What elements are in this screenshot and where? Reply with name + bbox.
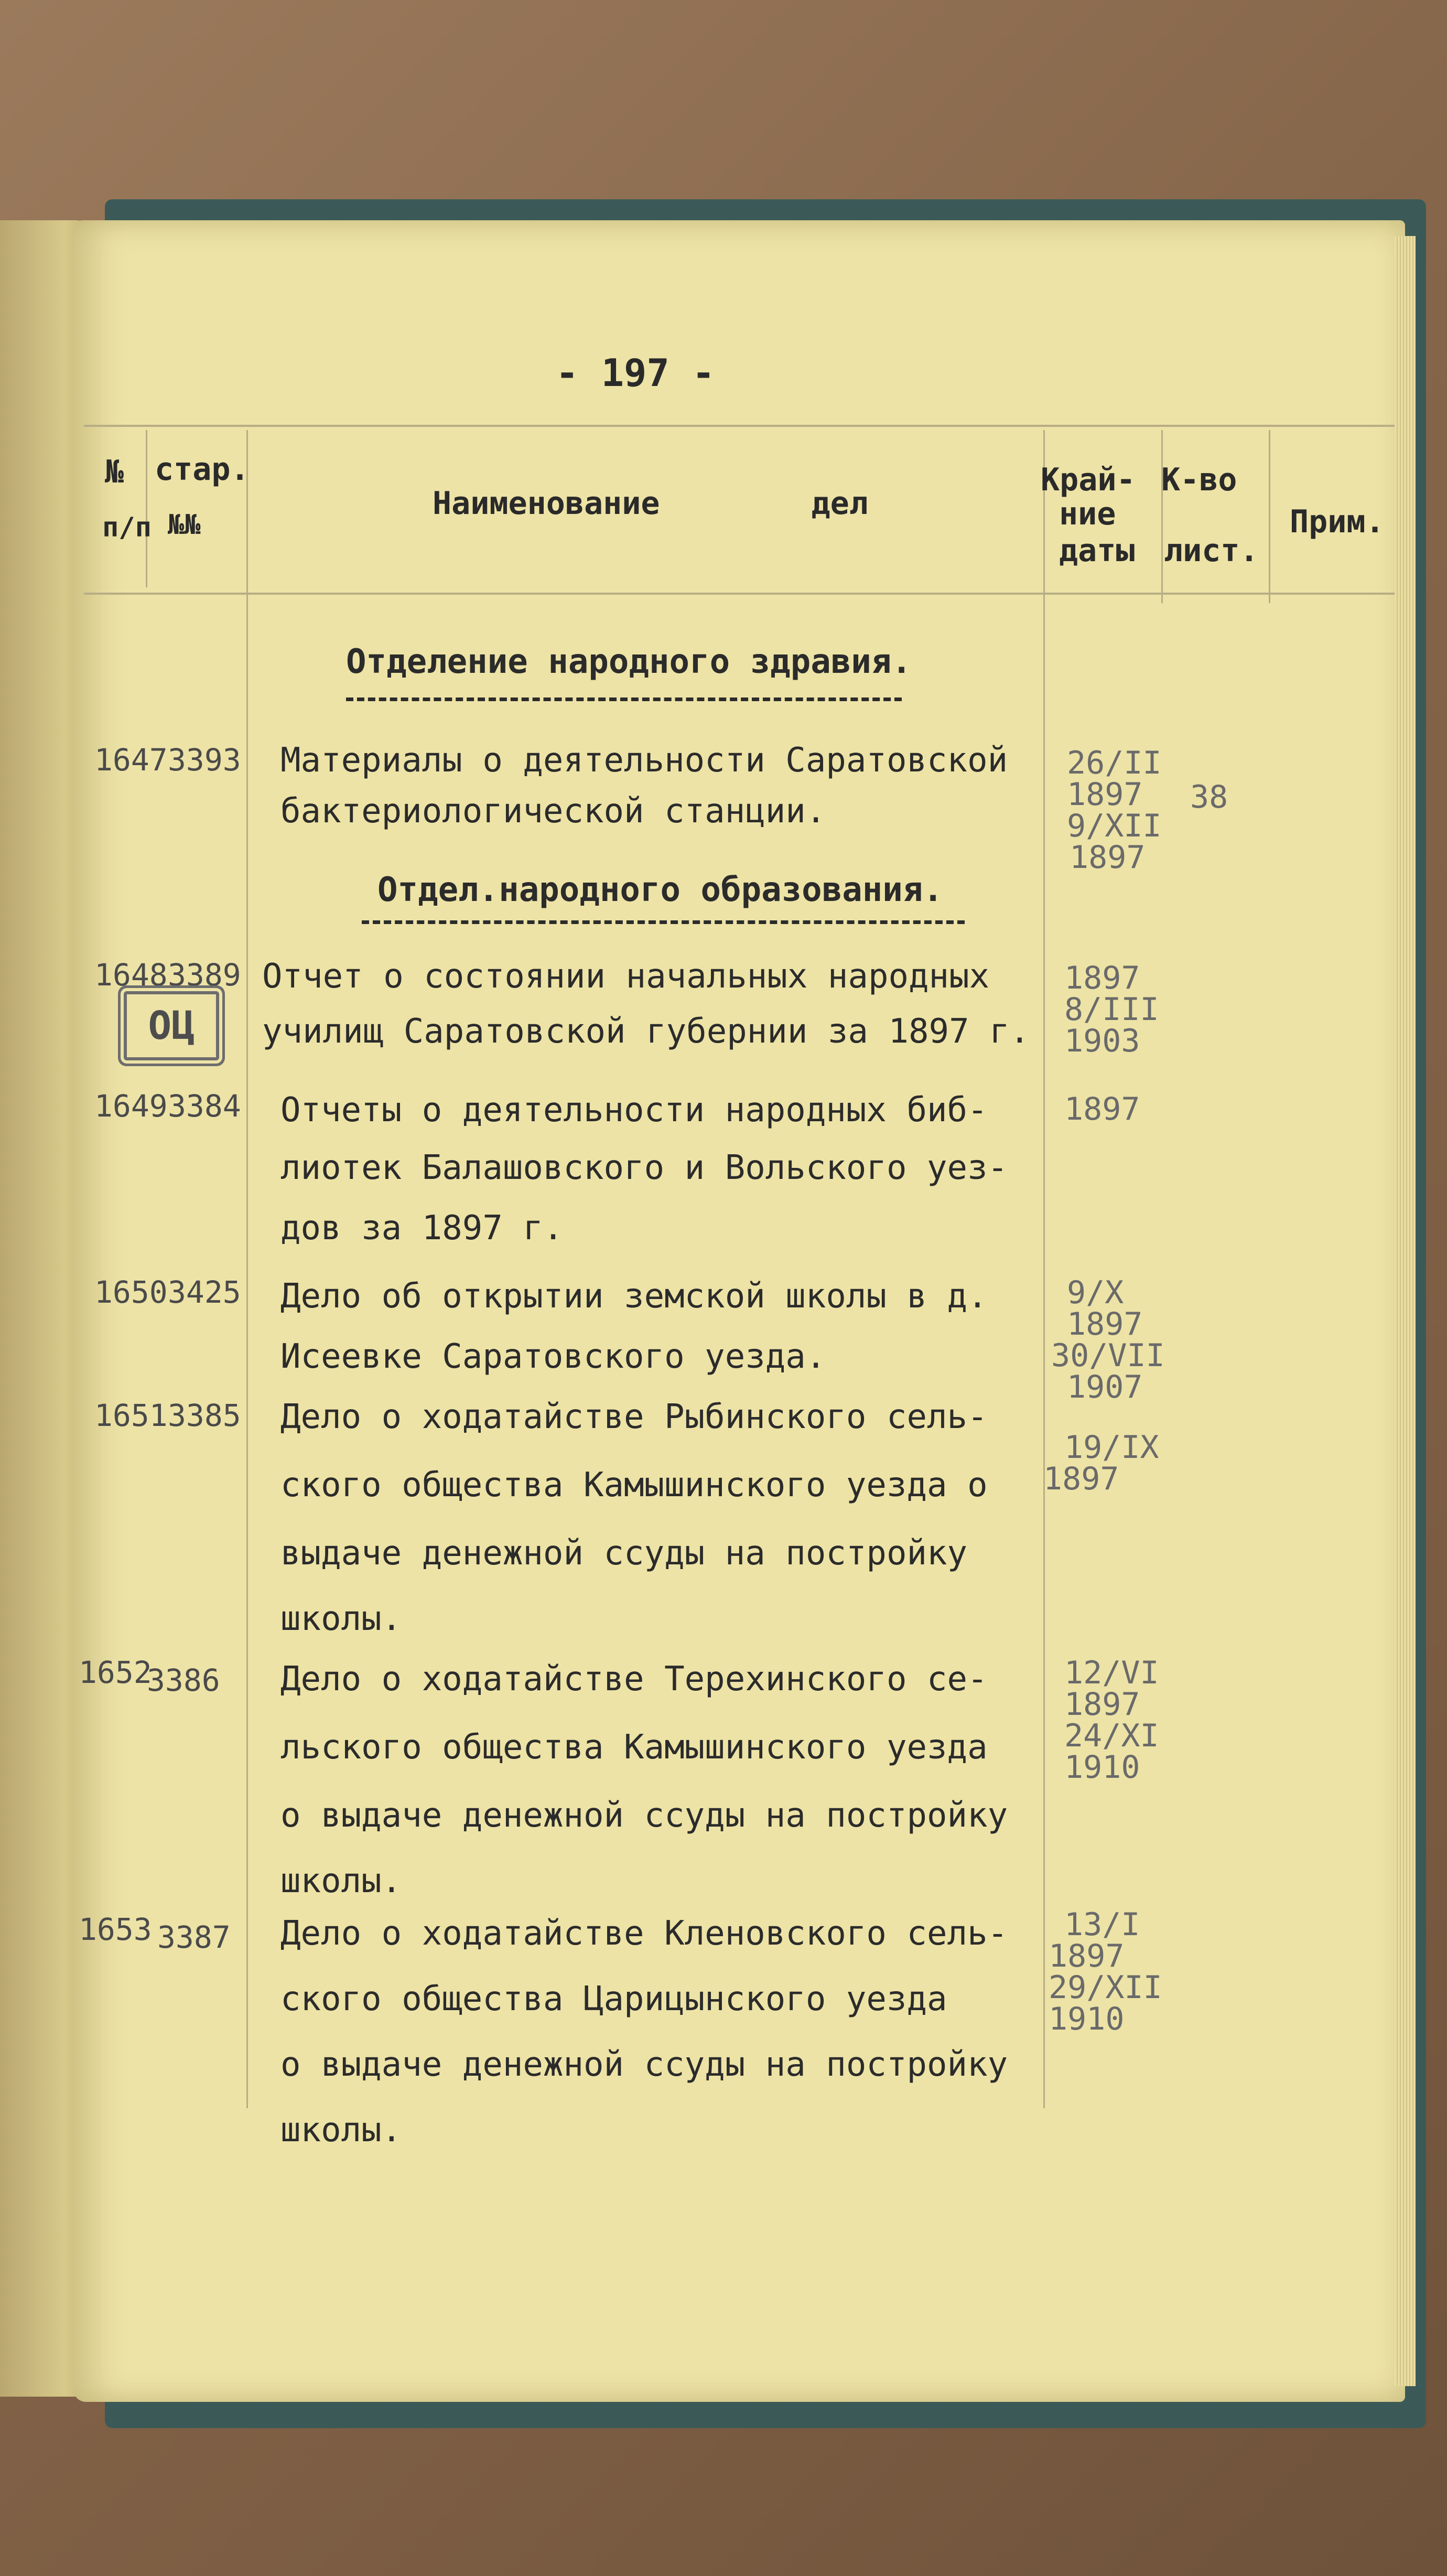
entry-no: 1650 bbox=[94, 1274, 168, 1310]
entry-text-line: ского общества Царицынского уезда bbox=[280, 1980, 947, 2019]
entry-old-no: 3384 bbox=[168, 1088, 241, 1124]
entry-date: 30/VII bbox=[1051, 1337, 1165, 1374]
section-underline-health bbox=[346, 697, 902, 705]
entry-no: 1652 bbox=[79, 1655, 152, 1690]
header-dates-c: даты bbox=[1059, 532, 1135, 569]
entry-date: 1910 bbox=[1049, 2001, 1125, 2037]
section-title-education: Отдел.народного образования. bbox=[377, 871, 943, 909]
header-bottom-rule bbox=[84, 593, 1395, 595]
entry-old-no: 3387 bbox=[157, 1919, 231, 1955]
col-rule-4 bbox=[1161, 430, 1163, 603]
entry-text-line: льского общества Камышинского уезда bbox=[280, 1728, 988, 1767]
entry-no: 1653 bbox=[79, 1912, 152, 1947]
entry-text-line: Отчет о состоянии начальных народных bbox=[262, 957, 990, 996]
entry-text-line: Материалы о деятельности Саратовской bbox=[280, 741, 1008, 780]
entry-text-line: дов за 1897 г. bbox=[280, 1209, 564, 1248]
header-top-rule bbox=[84, 425, 1395, 427]
header-old-b: №№ bbox=[168, 509, 201, 541]
entry-text-line: Дело о ходатайстве Кленовского сель- bbox=[280, 1914, 1008, 1953]
entry-date: 1897 bbox=[1067, 776, 1143, 813]
entry-no: 1651 bbox=[94, 1398, 168, 1433]
header-old-a: стар. bbox=[155, 451, 250, 488]
entry-date: 1897 bbox=[1049, 1938, 1125, 1974]
page-number: - 197 - bbox=[556, 351, 715, 395]
entry-date: 13/I bbox=[1064, 1906, 1140, 1943]
entry-date: 19/IX bbox=[1064, 1429, 1159, 1466]
col-rule-5 bbox=[1269, 430, 1270, 603]
entry-date: 1910 bbox=[1064, 1749, 1140, 1786]
entry-text-line: о выдаче денежной ссуды на постройку bbox=[280, 2045, 1008, 2084]
entry-sheets: 38 bbox=[1190, 779, 1228, 815]
entry-text-line: Дело о ходатайстве Рыбинского сель- bbox=[280, 1398, 988, 1436]
entry-old-no: 3389 bbox=[168, 957, 241, 993]
entry-text-line: бактериологической станции. bbox=[280, 792, 826, 831]
entry-date: 12/VI bbox=[1064, 1655, 1159, 1691]
entry-text-line: выдаче денежной ссуды на постройку bbox=[280, 1534, 968, 1573]
entry-text-line: школы. bbox=[280, 1600, 402, 1638]
entry-date: 29/XII bbox=[1049, 1969, 1162, 2006]
entry-text-line: Дело об открытии земской школы в д. bbox=[280, 1277, 988, 1316]
entry-date: 9/XII bbox=[1067, 808, 1162, 844]
entry-date: 1897 bbox=[1067, 1306, 1143, 1343]
entry-date: 1897 bbox=[1064, 960, 1140, 996]
entry-date: 1907 bbox=[1067, 1369, 1143, 1405]
entry-date: 1897 bbox=[1064, 1091, 1140, 1128]
archive-stamp: ОЦ bbox=[124, 991, 219, 1060]
entry-no: 1649 bbox=[94, 1088, 168, 1124]
entry-old-no: 3393 bbox=[168, 742, 241, 778]
entry-text-line: о выдаче денежной ссуды на постройку bbox=[280, 1796, 1008, 1835]
entry-date: 8/III bbox=[1064, 991, 1159, 1028]
entry-text-line: школы. bbox=[280, 1862, 402, 1901]
entry-old-no: 3386 bbox=[147, 1662, 220, 1698]
section-title-health: Отделение народного здравия. bbox=[346, 642, 912, 681]
entry-text-line: Исеевке Саратовского уезда. bbox=[280, 1337, 826, 1376]
header-no-a: № bbox=[105, 454, 124, 490]
header-no-b: п/п bbox=[102, 512, 152, 543]
entry-text-line: Дело о ходатайстве Терехинского се- bbox=[280, 1660, 988, 1699]
entry-text-line: школы. bbox=[280, 2111, 402, 2150]
col-rule-3 bbox=[1043, 430, 1045, 2108]
entry-no: 1647 bbox=[94, 742, 168, 778]
header-note: Прим. bbox=[1290, 503, 1385, 540]
entry-text-line: ского общества Камышинского уезда о bbox=[280, 1466, 988, 1505]
entry-text-line: лиотек Балашовского и Вольского уез- bbox=[280, 1149, 1008, 1187]
header-sheets-b: лист. bbox=[1164, 532, 1259, 569]
entry-date: 1897 bbox=[1064, 1686, 1140, 1723]
header-dates-a: Край- bbox=[1041, 461, 1136, 498]
header-name: Наименование дел bbox=[433, 485, 868, 522]
page-stack-edges bbox=[1395, 236, 1416, 2386]
entry-date: 1897 bbox=[1043, 1461, 1119, 1497]
section-underline-education bbox=[362, 920, 965, 928]
entry-date: 1897 bbox=[1070, 839, 1146, 876]
entry-date: 1903 bbox=[1064, 1023, 1140, 1059]
entry-date: 9/X bbox=[1067, 1274, 1124, 1311]
entry-no: 1648 bbox=[94, 957, 168, 993]
entry-text-line: Отчеты о деятельности народных биб- bbox=[280, 1091, 988, 1130]
header-sheets-a: К-во bbox=[1161, 461, 1237, 498]
entry-date: 26/II bbox=[1067, 745, 1162, 781]
col-rule-2 bbox=[246, 430, 248, 2108]
entry-date: 24/XI bbox=[1064, 1718, 1159, 1754]
col-rule-1 bbox=[146, 430, 147, 587]
entry-old-no: 3385 bbox=[168, 1398, 241, 1433]
entry-text-line: училищ Саратовской губернии за 1897 г. bbox=[262, 1012, 1030, 1051]
header-dates-b: ние bbox=[1059, 496, 1116, 532]
entry-old-no: 3425 bbox=[168, 1274, 241, 1310]
